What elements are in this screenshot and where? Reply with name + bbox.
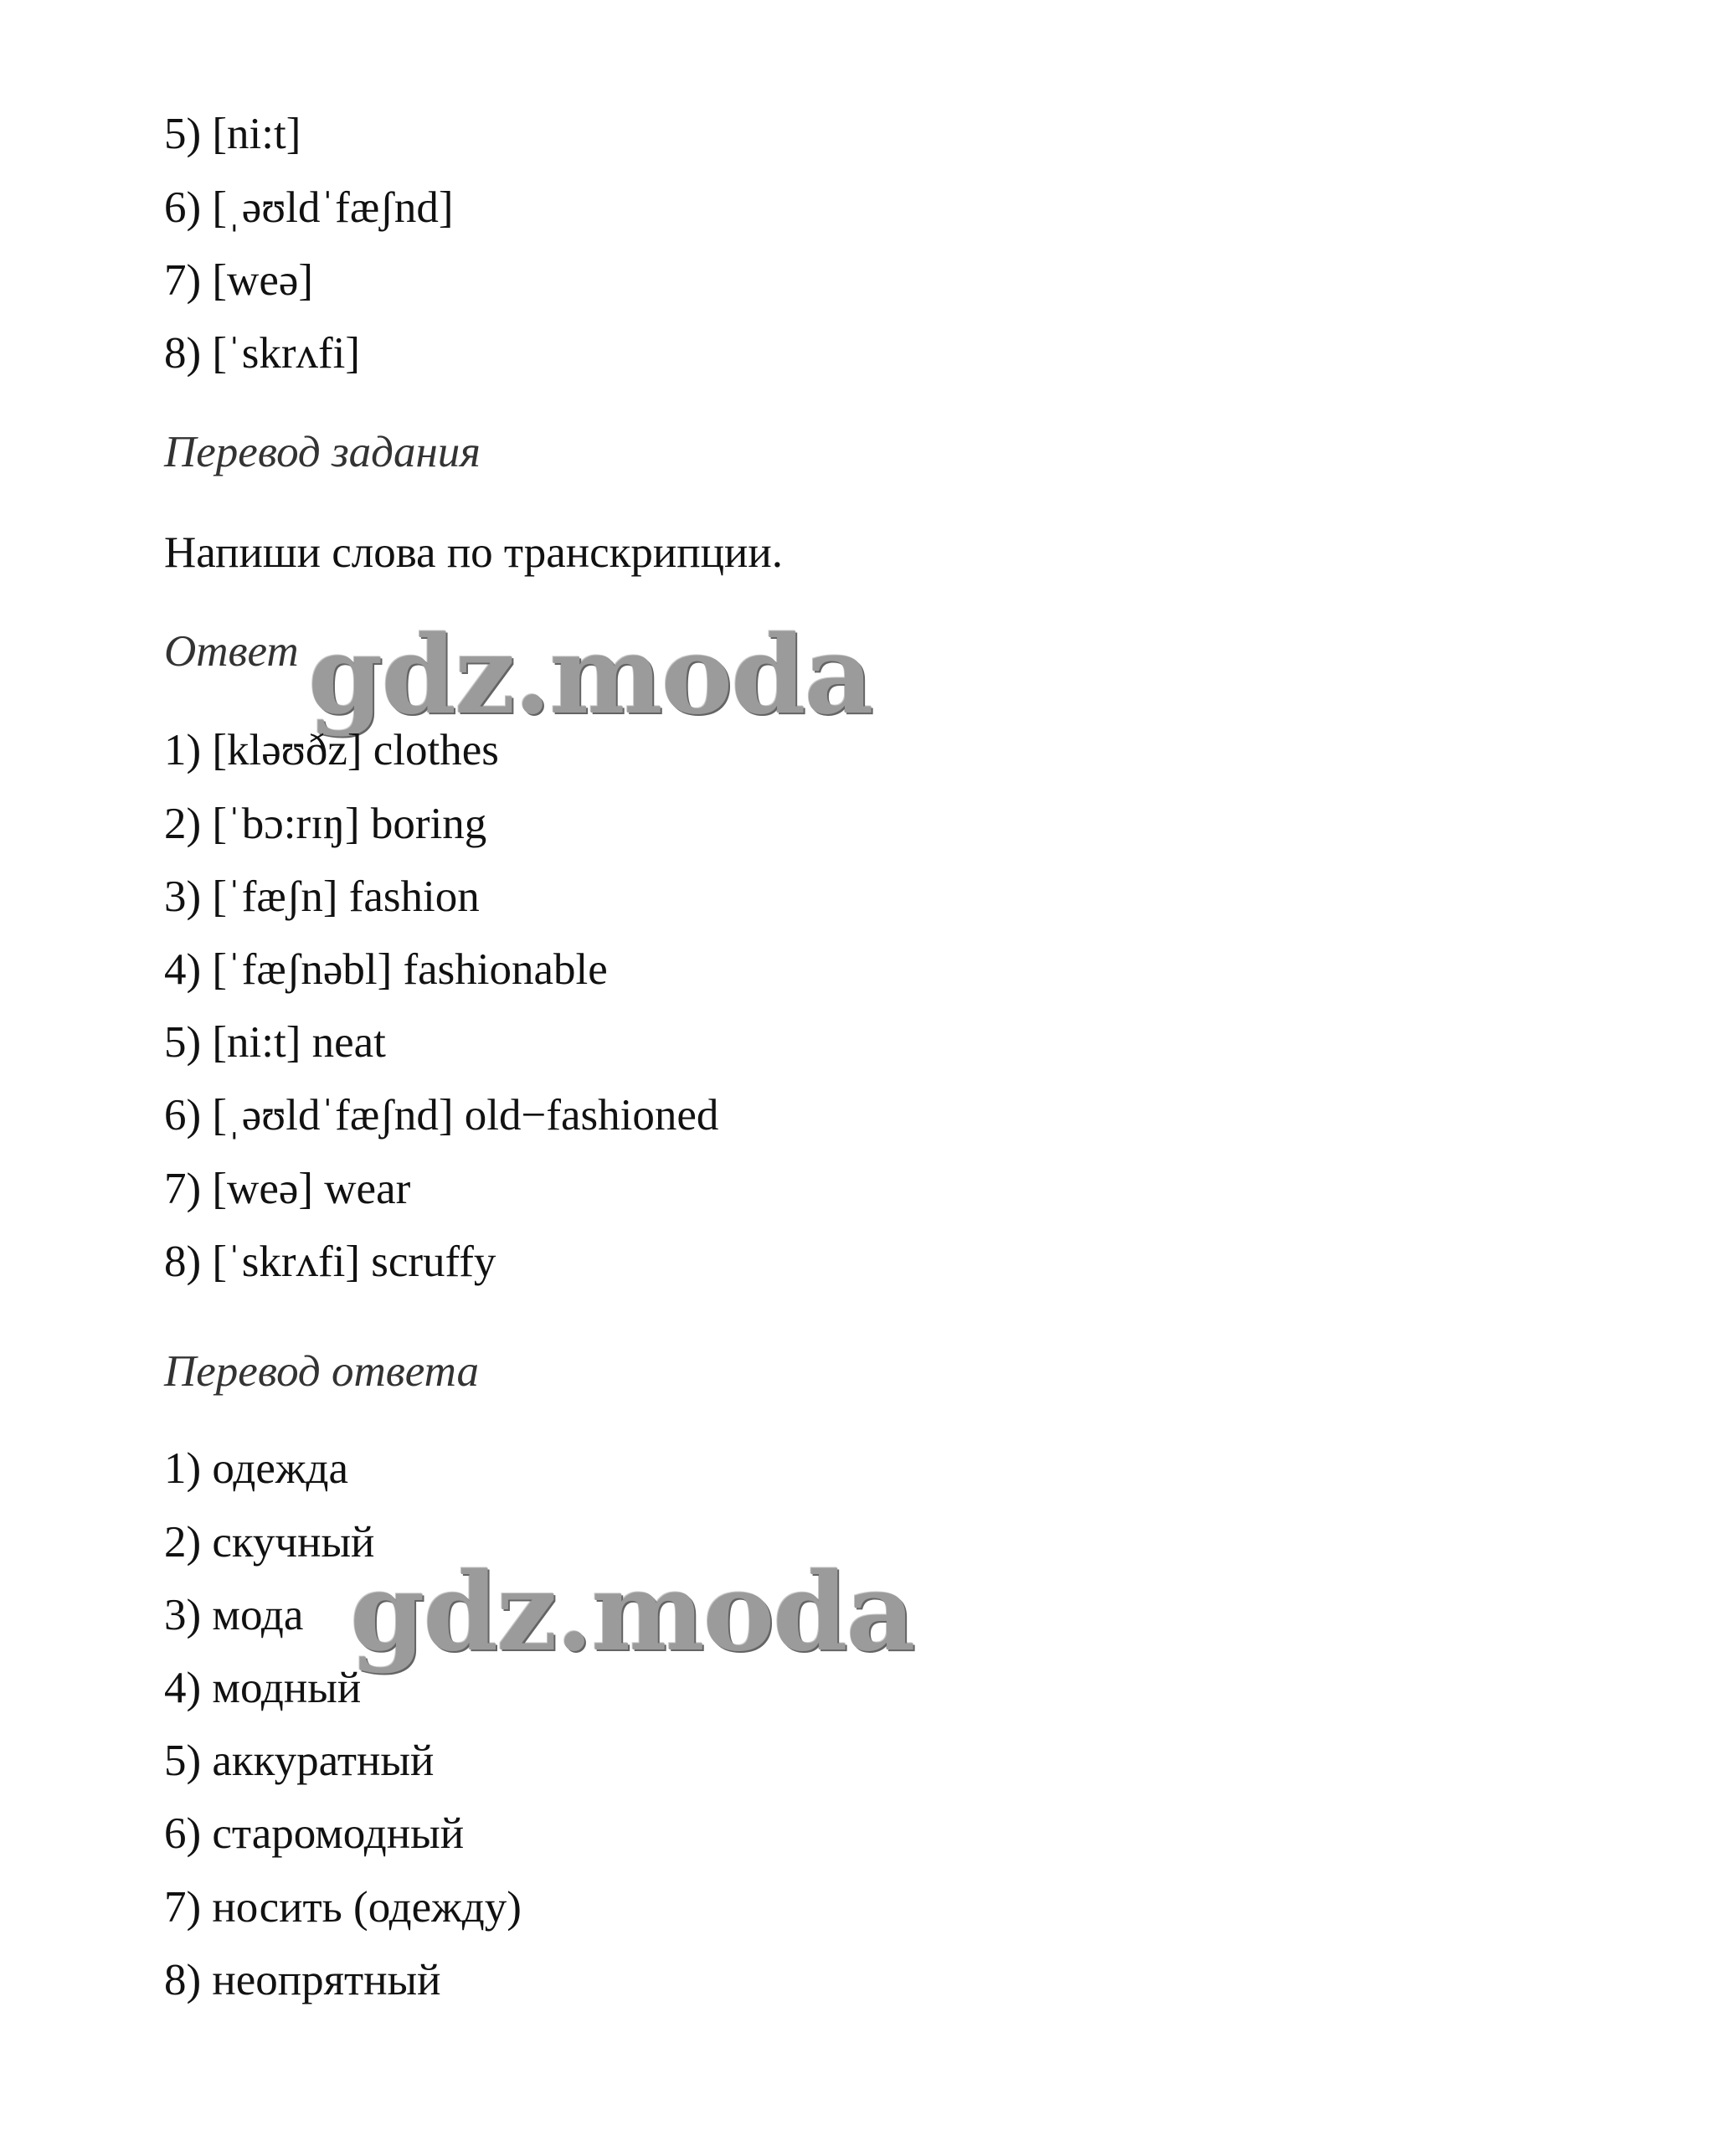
answer-item: 6) [ˌəʊldˈfæʃnd] old−fashioned	[164, 1091, 719, 1140]
task-translation-heading: Перевод задания	[164, 428, 481, 476]
answer-translation-item: 1) одежда	[164, 1444, 348, 1493]
answer-item: 7) [weə] wear	[164, 1165, 411, 1213]
answer-item: 3) [ˈfæʃn] fashion	[164, 872, 480, 921]
task-translation-text: Напиши слова по транскрипции.	[164, 528, 783, 577]
answer-translation-item: 4) модный	[164, 1664, 362, 1712]
answer-item: 4) [ˈfæʃnəbl] fashionable	[164, 945, 608, 994]
answer-translation-item: 5) аккуратный	[164, 1737, 435, 1785]
answer-item: 2) [ˈbɔ:rɪŋ] boring	[164, 800, 487, 848]
answer-item: 1) [kləʊðz] clothes	[164, 726, 499, 774]
answer-item: 8) [ˈskrʌfi] scruffy	[164, 1238, 496, 1286]
task-item: 7) [weə]	[164, 256, 314, 305]
task-item: 5) [ni:t]	[164, 110, 301, 158]
answer-translation-item: 7) носить (одежду)	[164, 1883, 522, 1932]
watermark-bottom: gdz.moda	[350, 1550, 914, 1675]
task-item: 8) [ˈskrʌfi]	[164, 329, 360, 378]
task-item: 6) [ˌəʊldˈfæʃnd]	[164, 183, 454, 232]
answer-item: 5) [ni:t] neat	[164, 1018, 386, 1067]
answer-heading: Ответ	[164, 627, 299, 676]
answer-translation-heading: Перевод ответа	[164, 1347, 480, 1396]
answer-translation-item: 3) мода	[164, 1591, 304, 1639]
answer-translation-item: 8) неопрятный	[164, 1956, 441, 2004]
watermark-top: gdz.moda	[308, 613, 872, 738]
answer-translation-item: 2) скучный	[164, 1518, 375, 1567]
answer-translation-item: 6) старомодный	[164, 1809, 465, 1858]
